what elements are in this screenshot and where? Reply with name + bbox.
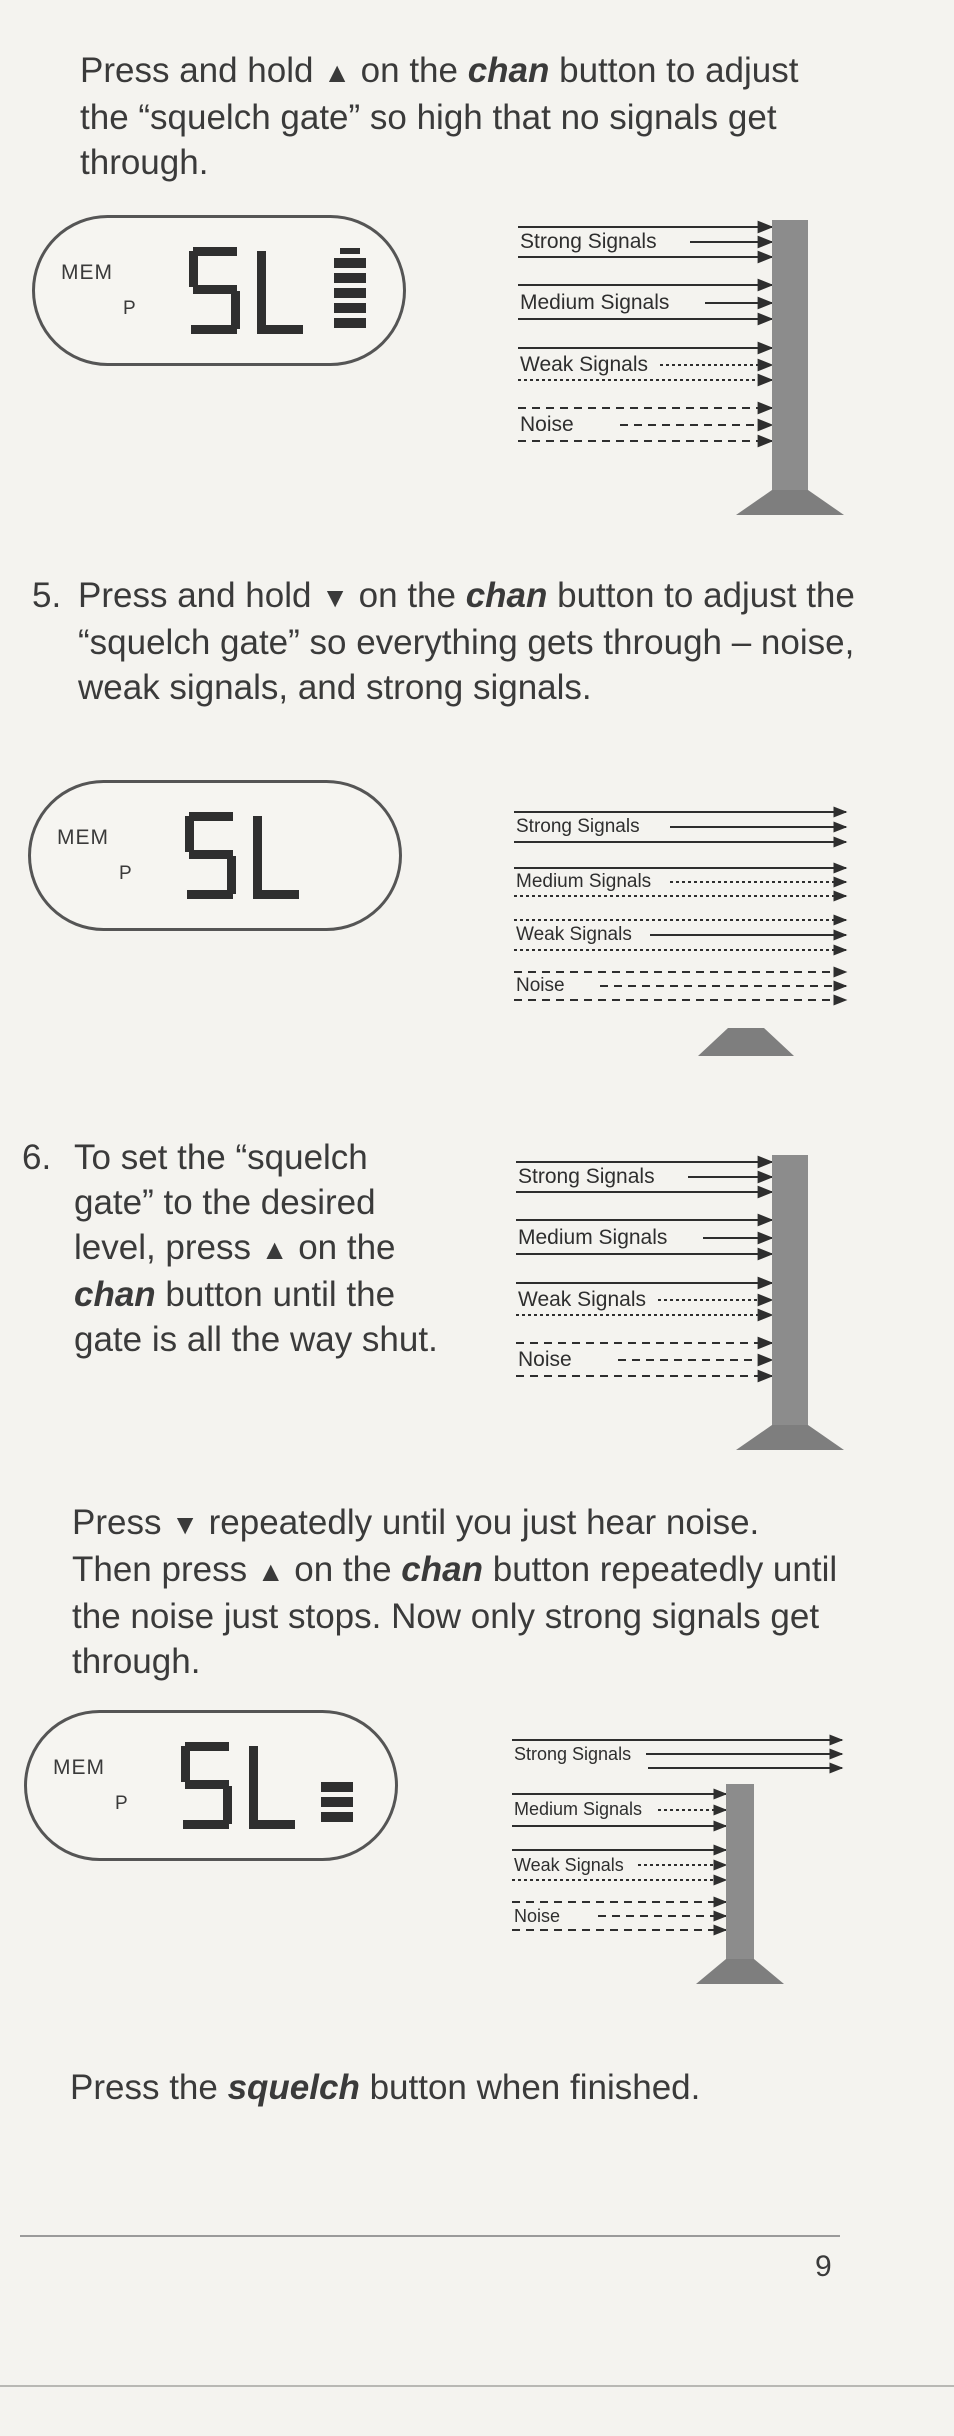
squelch-diagram-open <box>510 800 850 1065</box>
squelch-diagram-shut <box>508 1150 848 1455</box>
page-number: 9 <box>815 2250 832 2283</box>
label-weak-signals: Weak Signals <box>518 1288 647 1311</box>
squelch-gate-bar <box>726 1784 754 1959</box>
label-strong-signals: Strong Signals <box>514 1744 632 1764</box>
squelch-diagram-medium <box>508 1732 848 1992</box>
label-medium-signals: Medium Signals <box>514 1799 643 1819</box>
lcd-p-label: P <box>119 863 132 884</box>
page-bottom-edge <box>0 2385 954 2387</box>
step5-number: 5. <box>32 576 62 615</box>
label-noise: Noise <box>516 975 565 996</box>
squelch-gate-bar <box>772 220 808 490</box>
down-arrow-icon: ▼ <box>321 582 349 613</box>
chan-button-name: chan <box>74 1275 156 1314</box>
label-strong-signals: Strong Signals <box>520 230 657 253</box>
label-weak-signals: Weak Signals <box>514 1855 624 1875</box>
squelch-button-name: squelch <box>227 2068 360 2107</box>
squelch-gate-bar <box>772 1155 808 1425</box>
up-arrow-icon: ▲ <box>260 1234 289 1265</box>
label-noise: Noise <box>514 1906 561 1926</box>
label-weak-signals: Weak Signals <box>520 353 649 376</box>
label-medium-signals: Medium Signals <box>516 871 652 892</box>
step5-text: Press and hold ▼ on the chan button to adjust the “squelch gate” so everything gets through – noise, weak signals, and strong signals. <box>78 576 855 707</box>
chan-button-name: chan <box>467 51 550 90</box>
lcd-mem-label: MEM <box>53 1756 105 1779</box>
chan-button-name: chan <box>401 1550 483 1589</box>
label-noise: Noise <box>518 1348 572 1371</box>
label-strong-signals: Strong Signals <box>518 1165 655 1188</box>
step6-number: 6. <box>22 1138 52 1177</box>
squelch-diagram-closed <box>510 215 850 520</box>
label-medium-signals: Medium Signals <box>518 1226 668 1249</box>
lcd-signal-bars-icon <box>330 248 370 344</box>
label-medium-signals: Medium Signals <box>520 291 670 314</box>
down-arrow-icon: ▼ <box>171 1509 199 1540</box>
step6-text: To set the “squelch gate” to the desired level, press ▲ on the chan button until the gate is all the way shut. <box>74 1138 438 1359</box>
lcd-signal-bars-icon <box>317 1778 357 1838</box>
label-strong-signals: Strong Signals <box>516 816 640 837</box>
lcd-mem-label: MEM <box>61 261 113 284</box>
up-arrow-icon: ▲ <box>323 57 351 88</box>
lcd-sl-segments <box>185 243 315 343</box>
lcd-p-label: P <box>123 298 136 319</box>
step7-text: Press ▼ repeatedly until you just hear noise. Then press ▲ on the chan button repeatedly until the noise just stops. Now only strong signals get through. <box>72 1503 838 1681</box>
lcd-mem-label: MEM <box>57 826 109 849</box>
footer-divider <box>20 2235 840 2237</box>
squelch-gate-bar <box>698 1028 794 1056</box>
lcd-p-label: P <box>115 1793 128 1814</box>
lcd-display-3 <box>24 1710 398 1861</box>
step4-text: Press and hold ▲ on the chan button to adjust the “squelch gate” so high that no signals get through. <box>80 51 799 182</box>
lcd-display-1 <box>32 215 406 366</box>
lcd-sl-segments <box>181 808 311 908</box>
label-noise: Noise <box>520 413 574 436</box>
chan-button-name: chan <box>465 576 548 615</box>
lcd-sl-segments <box>177 1738 307 1838</box>
lcd-display-2 <box>28 780 402 931</box>
label-weak-signals: Weak Signals <box>516 924 632 945</box>
up-arrow-icon: ▲ <box>256 1556 285 1587</box>
final-instruction: Press the squelch button when finished. <box>70 2068 701 2107</box>
